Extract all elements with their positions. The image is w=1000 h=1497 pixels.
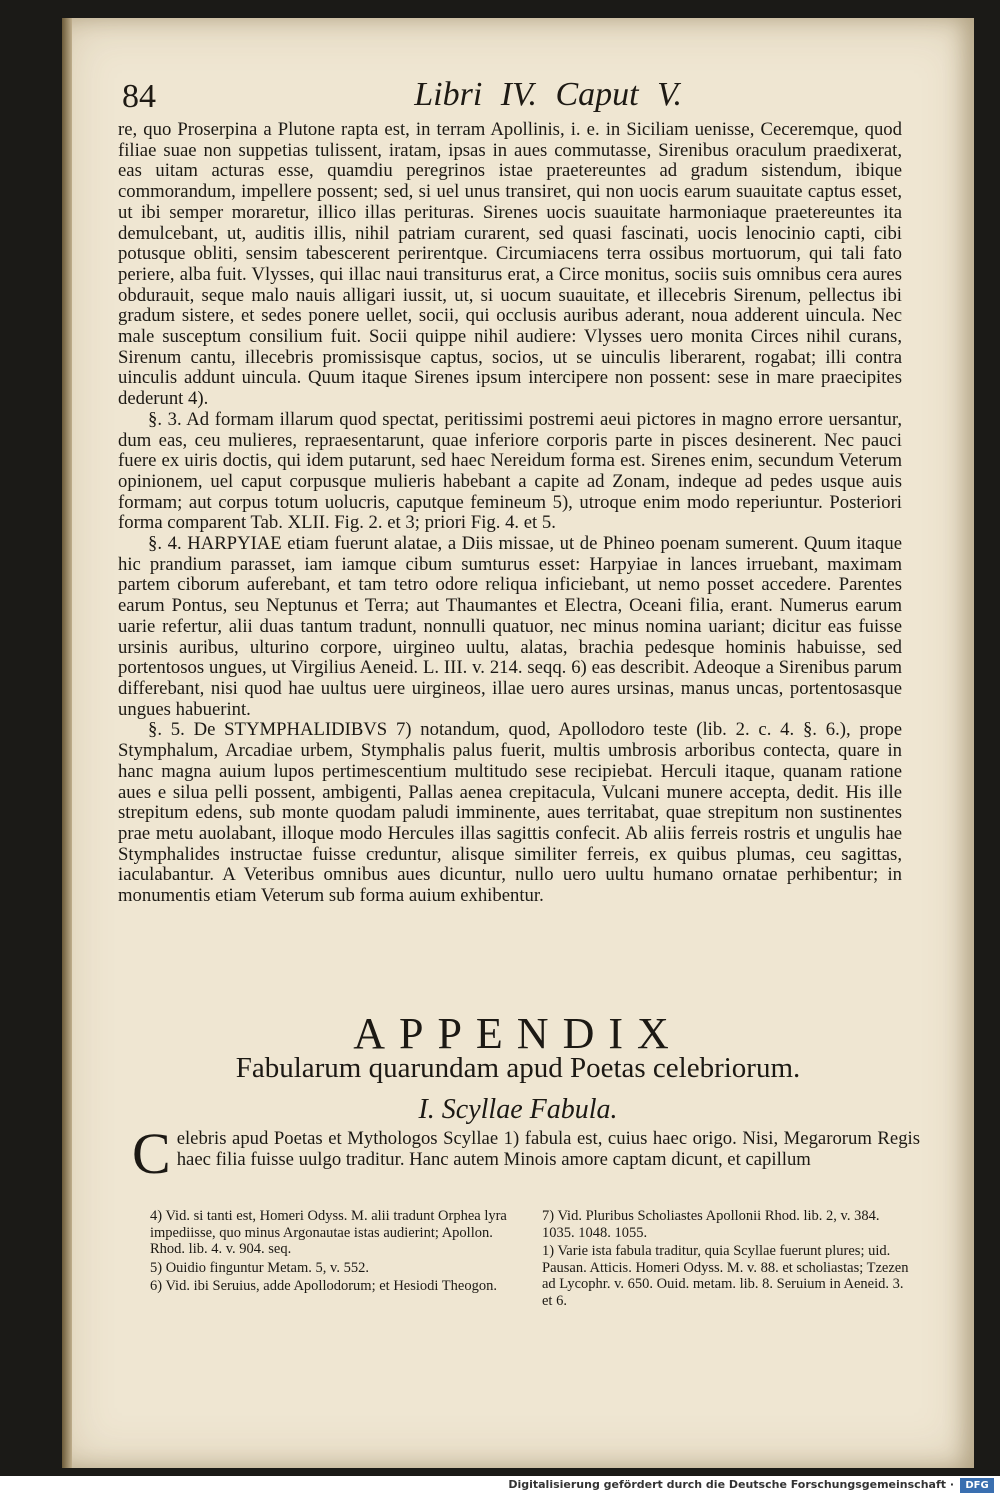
book-page bbox=[62, 18, 974, 1468]
footnote: 6) Vid. ibi Seruius, adde Apollodorum; et Hesiodi Theogon. bbox=[150, 1278, 497, 1294]
page-number: 84 bbox=[122, 78, 156, 115]
appendix-subtitle: Fabularum quarundam apud Poetas celebriorum. bbox=[235, 1052, 801, 1084]
appendix-paragraph-text: elebris apud Poetas et Mythologos Scyllae 1) fabula est, cuius haec origo. Nisi, Megarorum Regis haec filia fuisse uulgo traditur. Hanc autem Minois amore captam dicunt, et capillum bbox=[176, 1128, 920, 1170]
paragraph-section-3: §. 3. Ad formam illarum quod spectat, peritissimi postremi aeui pictores in magno errore uersantur, dum eas, ceu mulieres, repraesentarunt, quae inferiore corporis parte in pisces desinerent. Nec pauci fuere ex uiris doctis, qui idem putarunt, sed haec Nereidum forma est. Sirenes enim, secundum Veterum opinionem, uel caput corpusque mulieris habebant a capite ad Zonam, indeque ad pedes usque auis formam; aut corpus totum uolucris, caputque femineum 5), utroque enim modo reperiuntur. Posteriori forma comparent Tab. XLII. Fig. 2. et 3; priori Fig. 4. et 5. bbox=[118, 408, 902, 534]
main-text bbox=[118, 120, 902, 907]
section-heading: I. Scyllae Fabula. bbox=[418, 1094, 618, 1125]
footnote: 1) Varie ista fabula traditur, quia Scyllae fuerunt plures; uid. Pausan. Atticis. Homeri Odyss. M. v. 88. et scholiastas; Tzezen ad Lycophr. v. 650. Ouid. metam. lib. 8. Seruium in Aeneid. 3. et 6. bbox=[542, 1243, 909, 1309]
digitization-footer bbox=[0, 1476, 1000, 1497]
appendix-title: APPENDIX bbox=[353, 1009, 683, 1058]
drop-cap: C bbox=[132, 1121, 171, 1186]
funding-notice: Digitalisierung gefördert durch die Deutsche Forschungsgemeinschaft · bbox=[508, 1478, 954, 1491]
paragraph-section-5: §. 5. De STYMPHALIDIBVS 7) notandum, quod, Apollodoro teste (lib. 2. c. 4. §. 6.), prope Stymphalum, Arcadiae urbem, Stymphalis palus fuerit, multis umbrosis arboribus contecta, quare in hanc magna auium lupos pertimescentium multitudo sese recipiebat. Herculi itaque, quanam ratione aues e silua pelli possent, ambigenti, Pallas aenea crepitacula, Vulcani munere accepta, dedit. His ille strepitum edens, sub monte quodam paludi imminente, aues territabat, quae strepitum non sustinentes prae metu auolabant, illoque modo Hercules illas sagittis confecit. Ab aliis ferreis rostris et ungulis hae Stymphalides instructae fuisse creduntur, alisque similiter ferreis, ex quibus plumas, ceu sagittas, iaculabantur. A Veteribus omnibus aues dicuntur, nullo uero uultu humano ornatae perhibentur; in monumentis etiam Veterum sub forma auium exhibentur. bbox=[118, 719, 902, 907]
book-spine-shadow bbox=[62, 18, 72, 1468]
footnote: 5) Ouidio finguntur Metam. 5, v. 552. bbox=[150, 1259, 369, 1276]
running-title: Libri IV. Caput V. bbox=[414, 76, 682, 113]
footnote: 4) Vid. si tanti est, Homeri Odyss. M. alii tradunt Orphea lyra impediisse, quo minus Argonautae istas audierint; Apollon. Rhod. lib. 4. v. 904. seq. bbox=[150, 1208, 507, 1257]
footnotes-right-column bbox=[542, 1208, 910, 1311]
appendix-first-paragraph bbox=[132, 1121, 920, 1186]
footnote: 7) Vid. Pluribus Scholiastes Apollonii Rhod. lib. 2, v. 384. 1035. 1048. 1055. bbox=[542, 1208, 880, 1241]
footnotes-left-column bbox=[150, 1208, 518, 1297]
paragraph-sirens-myth: re, quo Proserpina a Plutone rapta est, in terram Apollinis, i. e. in Siciliam uenisse, Ceceremque, quod filiae suae non suppetias tulissent, iratam, ipsas in aues commutasse, Sirenibus oraculum praedixerat, eas uitam acturas esse, quamdiu peregrinos istae praetereuntes ad gradum sistendum, ibique commorandum, impellere possent; sed, si uel unus transiret, qui non uocis earum suauitate captus esset, ut ibi semper moraretur, illico illas perituras. Sirenes uocis suauitate harmoniaque praetereuntes ita demulcebant, ut, auditis illis, nihil patriam curarent, sed quasi fascinati, uocis lenocinio capti, cibi potusque obliti, sensim tabescerent perirentque. Circumiacens terra ossibus mortuorum, qui tali fato periere, alba fuit. Vlysses, qui illac naui transiturus erat, a Circe monitus, sociis suis omnibus cera aures obdurauit, seque malo nauis alligari iussit, ut, si uocum suauitate, et illecebris Sirenum, pellectus ibi gradum sistere, et sedes ponere uellet, socii, qui occlusis auribus aderant, noua adderent uincula. Nec male susceptum consilium fuit. Socii quippe nihil audiere: Vlysses uero monita Circes nihil curans, Sirenum cantu, illecebris promissisque captus, socios, ut se uinculis liberarent, rogabat; illi contra uinculis addunt uincula. Quum itaque Sirenes ipsum intercipere non possent: sese in mare praecipites dederunt 4). bbox=[118, 119, 902, 410]
paragraph-section-4: §. 4. HARPYIAE etiam fuerunt alatae, a Diis missae, ut de Phineo poenam sumerent. Quum itaque hic prandium parasset, iam iamque cibum sumturus esset: Harpyiae in lances irruebant, maximam partem ciborum auferebant, et tam tetro odore reliqua inficiebant, ut nemo posset accedere. Parentes earum Pontus, seu Neptunus et Terra; aut Thaumantes et Electra, Oceani filia, erant. Numerus earum uarie refertur, alii duas tantum tradunt, nonnulli quatuor, nec minus nomina uariant; dicitur eas fuisse ursinis auribus, ulturino corpore, uirgineo uultu, alatas, brachia pedesque hominis habuisse, sed portentosos ungues, ut Virgilius Aeneid. L. III. v. 214. seqq. 6) eas describit. Adeoque a Sirenibus parum differebant, nisi quod hae uultus uere uirgineos, illae uero aures ursinas, manus uncas, portentosasque ungues habuerint. bbox=[118, 533, 902, 720]
dfg-logo: DFG bbox=[960, 1478, 994, 1493]
